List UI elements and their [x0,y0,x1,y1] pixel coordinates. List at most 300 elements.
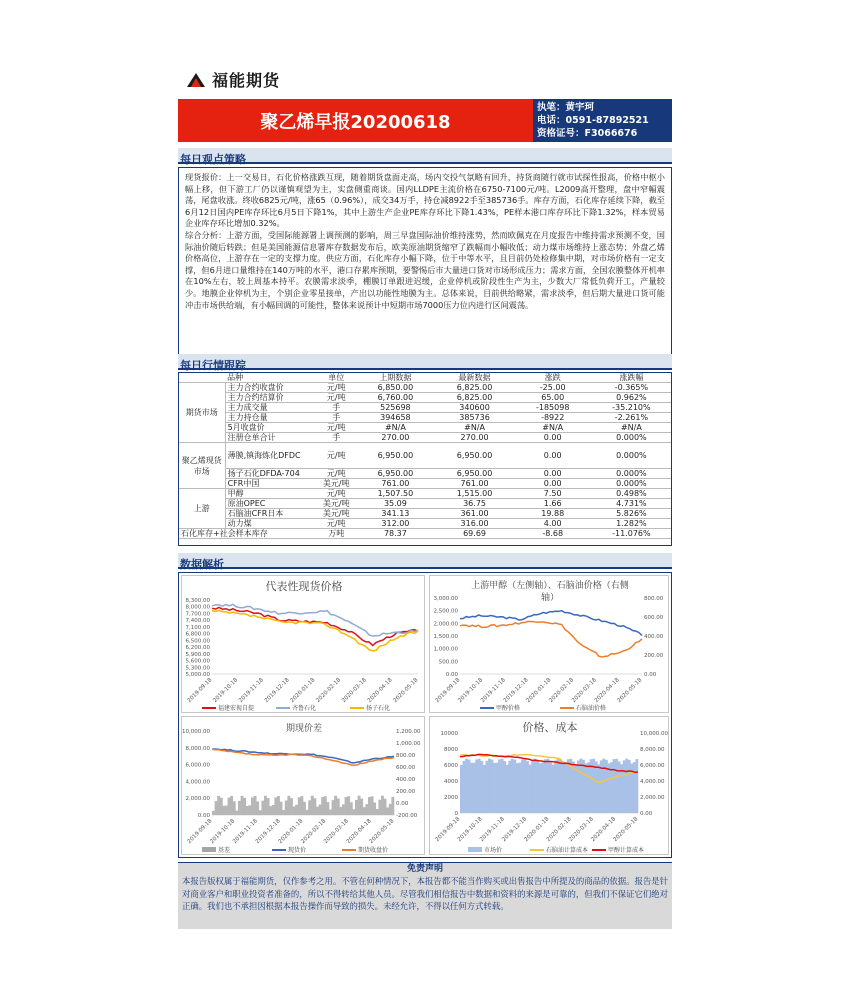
area-bar [212,811,215,815]
chart-basis-svg [182,717,426,856]
group-label-spot: 聚乙烯现货市场 [179,443,225,489]
table-cell: 原油OPEC [225,499,317,509]
table-cell: -185098 [514,403,592,413]
x-tick-label: 2020-01-18 [525,677,553,705]
x-tick-label: 2020-02-18 [545,816,573,844]
market-table [179,373,671,539]
header-cell: 涨跌幅 [592,373,671,383]
area-bar [475,759,478,813]
table-cell: 动力煤 [225,519,317,529]
table-cell: 6,950.00 [355,443,435,469]
area-bar [534,759,537,813]
table-cell: 316.00 [435,519,513,529]
disclaimer [178,862,672,929]
group-label-upstream: 上游 [179,489,225,529]
area-bar [287,796,290,815]
table-row [179,509,671,519]
area-bar [531,761,534,813]
area-bar [311,796,314,815]
y-tick-label-right: 200.00 [396,789,416,795]
table-cell: 主力持仓量 [225,413,317,423]
legend-label: 现货价 [288,847,307,854]
report-title: 聚乙烯早报20200618 [260,111,451,133]
area-bar [355,800,358,815]
y-tick-label-right: 1,000.00 [396,741,421,747]
y-tick-label: 0 [454,811,458,817]
table-cell: 1.282% [592,519,671,529]
y-tick-label: 5,000.00 [185,672,210,678]
area-bar [251,797,254,815]
chart-title: 上游甲醇（左侧轴）、石脑油价格（右侧 [471,581,629,591]
y-tick-label-right: 2,000.00 [640,795,665,801]
table-cell: 341.13 [355,509,435,519]
area-bar [463,761,466,813]
y-tick-label: 2,000.00 [185,796,210,803]
table-row [179,489,671,499]
area-bar [585,763,588,813]
area-bar [478,759,481,813]
area-bar [267,798,270,815]
x-tick-label: 2019-11-18 [238,677,265,705]
area-bar [313,798,316,815]
x-tick-label: 2019-12-18 [502,677,530,705]
table-cell: 270.00 [435,433,513,443]
chart-spot-price [181,575,425,713]
table-cell: 7.50 [514,489,592,499]
y-tick-label: 5,600.00 [185,658,210,665]
area-bar [217,796,220,815]
area-bar [254,796,257,815]
area-bar [324,796,327,815]
title-block [178,99,533,142]
table-cell: 6,950.00 [355,469,435,479]
area-bar [228,798,231,815]
table-row [179,499,671,509]
table-cell: 270.00 [355,433,435,443]
y-tick-label: 8000 [444,747,458,753]
y-tick-label-right: 200.00 [644,653,664,659]
area-bar [536,760,539,813]
table-cell: 761.00 [355,479,435,489]
area-bar [577,760,580,813]
area-bar [285,800,288,815]
area-bar [559,760,562,813]
y-tick-label: 5,300.00 [185,665,210,672]
series-line [460,621,642,657]
area-bar [225,805,228,815]
area-bar [261,801,264,815]
area-bar [526,761,529,813]
area-bar [574,764,577,813]
area-bar [241,796,244,815]
table-cell: 312.00 [355,519,435,529]
x-tick-label: 2019-12-18 [254,818,282,846]
area-bar [280,802,283,815]
analysis-header [178,553,672,569]
table-cell: 0.498% [592,489,671,499]
chart-basis [181,716,425,855]
x-tick-label: 2019-09-18 [434,677,462,705]
area-bar [230,796,233,815]
area-bar [248,805,251,815]
table-cell: 甲醇 [225,489,317,499]
area-bar [625,759,628,813]
y-tick-label: 2,000.00 [433,621,458,628]
table-row [179,403,671,413]
header-cell: 涨跌 [514,373,592,383]
table-cell: 4.00 [514,519,592,529]
chart-title: 价格、成本 [522,721,578,734]
area-bar [316,807,319,815]
chart-title: 轴） [540,593,560,603]
legend-swatch [202,847,216,852]
table-cell: 525698 [355,403,435,413]
x-tick-label: 2020-01-18 [523,816,551,844]
x-tick-label: 2020-02-18 [548,677,576,705]
table-cell: 6,950.00 [435,443,513,469]
author-block [533,99,672,142]
y-tick-label-right: -200.00 [396,813,418,819]
area-bar [347,796,350,815]
strategy-paragraph-analysis: 综合分析：上游方面，受国际能源署上调预测的影响，周三早盘国际油价维持涨势，然而欧佩克在月度报告中维持需求预测不变，国际油价随后转跌；但是美国能源信息署库存数据发布后，欧美原油期货缩窄了跌幅而小幅收低；动力煤市场维持上涨态势；外盘乙烯价格高位，上游存在一定的支撑力度。供应方面，石化库存小幅下降，位于中等水平，且目前仍处检修集中期，对市场价格有一定支撑，但6月进口量维持在140万吨的水平，港口存累库预期，要警惕后市大量进口货对市场形成压力；需求方面，全国农膜整体开机率在10%左右，较上周基本持平。农膜需求淡季，棚膜订单跟进迟缓，企业停机或阶段性生产为主，少数大厂常低负荷开工，产量较少。地膜企业停机为主，个别企业零星接单，产出以功能性地膜为主。总体来说，目前供给略紧，需求淡季，但后期大量进口货可能冲击市场供给端，有小幅回调的可能性，整体来说预计中短期市场7000压力位内进行区间震荡。 [185,229,665,310]
y-tick-label: 2000 [444,795,458,801]
phone: 电话：0591-87892521 [537,115,649,126]
legend-label: 甲醇计算成本 [608,847,645,854]
table-row [179,519,671,529]
legend-label: 基差 [218,847,231,854]
report-banner [178,99,672,142]
x-tick-label: 2019-12-18 [501,816,529,844]
series-line [212,749,394,763]
area-bar [524,759,527,813]
legend-label: 甲醇价格 [496,705,521,712]
area-bar [498,759,501,813]
x-tick-label: 2020-03-18 [568,816,595,844]
area-bar [290,798,293,815]
x-tick-label: 2019-09-18 [186,677,214,705]
y-tick-label: 10000 [440,731,458,737]
x-tick-label: 2020-05-18 [616,677,644,705]
area-bar [238,801,241,815]
table-cell: 元/吨 [317,423,355,433]
x-tick-label: 2019-10-18 [457,677,485,705]
y-tick-label: 3,000.00 [433,596,458,602]
table-cell: 4.731% [592,499,671,509]
area-bar [274,797,277,815]
table-cell: -25.00 [514,383,592,393]
market-header [178,354,672,370]
chart-cost-svg [430,717,670,856]
x-tick-label: 2019-12-18 [263,677,291,705]
area-bar [386,807,389,815]
area-bar [306,810,309,815]
table-cell: #N/A [514,423,592,433]
table-cell: 0.000% [592,469,671,479]
area-bar [557,759,560,813]
area-bar [539,763,542,813]
area-bar [503,761,506,813]
area-bar [264,796,267,815]
y-tick-label: 500.00 [438,659,458,666]
area-bar [329,810,332,815]
area-bar [337,798,340,815]
table-cell: 6,950.00 [435,469,513,479]
table-cell: 扬子石化DFDA-704 [225,469,317,479]
header-cell: 最新数据 [435,373,513,383]
table-cell: 0.00 [514,433,592,443]
strategy-paragraph-spot: 现货报价：上一交易日，石化价格涨跌互现，随着期货盘面走高，场内交投气氛略有回升，持货商随行就市试探性报高，价格中枢小幅上移，但下游工厂仍以谨慎观望为主，实盘侧重商谈。国内LLDPE主流价格在6750-7100元/吨。L2009高开整理，盘中窄幅震荡，尾盘收涨。终收6825元/吨，涨65（0.96%），成交34万手，持仓减8922手至385736手。库存方面，石化库存延续下降，截至6月12日国内PE库存环比6月5日下降1%，其中上游生产企业PE库存环比下降1.43%，PE样本港口库存环比下降1.32%，样本贸易企业库存环比增加0.32%。 [185,172,665,229]
area-bar [371,796,374,815]
y-tick-label: 8,300.00 [185,598,210,604]
area-bar [590,759,593,813]
area-bar [513,760,516,813]
table-cell: -8.68 [514,529,592,539]
table-cell: 6,825.00 [435,383,513,393]
area-bar [282,810,285,815]
legend-label: 齐鲁石化 [292,705,317,712]
area-bar [580,759,583,813]
area-bar [272,805,275,815]
table-cell: 主力合约结算价 [225,393,317,403]
table-cell: 36.75 [435,499,513,509]
area-bar [243,798,246,815]
company-name: 福能期货 [212,71,281,90]
x-tick-label: 2019-10-18 [456,816,484,844]
table-row-inventory [179,529,671,539]
x-tick-label: 2020-05-18 [612,816,640,844]
table-cell: 主力成交量 [225,403,317,413]
y-tick-label: 7,700.00 [185,611,210,618]
table-row [179,413,671,423]
y-tick-label: 6000 [444,763,458,769]
x-tick-label: 2020-04-18 [593,677,621,705]
y-tick-label-right: 600.00 [644,615,664,621]
y-tick-label: 10,000.00 [182,729,210,735]
table-row [179,443,671,469]
disclaimer-title: 免责声明 [406,864,443,874]
table-cell: 0.000% [592,443,671,469]
area-bar [633,762,636,813]
area-bar [233,801,236,815]
area-bar [564,762,567,813]
y-tick-label: 7,400.00 [185,618,210,625]
series-line [212,611,418,651]
table-cell: 元/吨 [317,469,355,479]
area-bar [485,761,488,813]
table-cell: 65.00 [514,393,592,403]
table-cell: 35.09 [355,499,435,509]
area-bar [326,802,329,815]
table-cell: 注册仓单合计 [225,433,317,443]
area-bar [308,800,311,815]
table-cell: -35.210% [592,403,671,413]
table-cell: #N/A [592,423,671,433]
table-row [179,433,671,443]
logo-icon [186,72,206,88]
table-cell: 0.000% [592,479,671,489]
area-bar [334,796,337,815]
x-tick-label: 2020-02-18 [315,677,343,705]
table-cell: 美元/吨 [317,499,355,509]
table-cell: 0.00 [514,469,592,479]
x-tick-label: 2019-11-18 [232,818,259,846]
area-bar [256,801,259,815]
y-tick-label-right: 0.00 [396,801,409,807]
y-tick-label-right: 4,000.00 [640,779,665,785]
area-bar [607,763,610,813]
x-tick-label: 2019-11-18 [479,816,506,844]
author: 执笔：黄宇珂 [537,102,595,113]
area-bar [552,765,555,813]
table-row [179,393,671,403]
header-cell: 上期数据 [355,373,435,383]
table-cell: 0.00 [514,479,592,489]
area-bar [496,763,499,813]
area-bar [613,759,616,813]
analysis-title: 数据解析 [180,558,224,571]
table-cell: 石化库存+社会样本库存 [179,529,317,539]
table-cell: 石脑油CFR日本 [225,509,317,519]
x-tick-label: 2019-09-18 [186,818,214,846]
table-cell: 美元/吨 [317,509,355,519]
strategy-header [178,148,672,164]
area-bar [493,763,496,813]
y-tick-label: 4,000.00 [185,779,210,786]
market-title: 每日行情跟踪 [180,359,246,372]
table-cell: 340600 [435,403,513,413]
area-bar [259,810,262,815]
area-bar [222,806,225,815]
table-cell: -0.365% [592,383,671,393]
area-bar [339,807,342,815]
area-bar [521,759,524,813]
area-bar [470,763,473,813]
area-bar [358,796,361,815]
table-cell: 手 [317,403,355,413]
area-bar [602,759,605,813]
y-tick-label: 6,000.00 [185,762,210,769]
area-bar [293,806,296,815]
table-cell: 1.66 [514,499,592,509]
area-bar [298,797,301,815]
y-tick-label: 2,500.00 [433,608,458,615]
area-bar [300,796,303,815]
legend-swatch [468,847,482,852]
table-cell: #N/A [355,423,435,433]
table-cell: 0.00 [514,443,592,469]
area-bar [567,759,570,813]
table-cell: 元/吨 [317,489,355,499]
area-bar [269,806,272,815]
table-cell: 万吨 [317,529,355,539]
table-cell: 761.00 [435,479,513,489]
area-bar [381,796,384,815]
area-bar [511,759,514,813]
x-tick-label: 2020-05-18 [368,818,396,846]
area-bar [587,762,590,813]
table-cell: CFR中国 [225,479,317,489]
area-bar [345,797,348,815]
charts-panel [178,572,672,858]
header-cell: 单位 [317,373,355,383]
table-cell: 手 [317,433,355,443]
y-tick-label: 7,100.00 [185,624,210,631]
chart-cost [429,716,669,855]
area-bar [342,804,345,815]
area-bar [384,799,387,815]
strategy-text [178,167,672,355]
area-bar [360,799,363,815]
y-tick-label-right: 400.00 [396,777,416,783]
y-tick-label-right: 600.00 [396,765,416,771]
table-cell: 19.88 [514,509,592,519]
table-cell: 5.826% [592,509,671,519]
area-bar [368,797,371,815]
license: 资格证号：F3066676 [537,128,638,139]
area-bar [220,798,223,815]
chart-upstream [429,575,669,713]
area-bar [363,807,366,815]
area-bar [508,761,511,813]
table-cell: 78.37 [355,529,435,539]
table-header-row [179,373,671,383]
area-bar [389,804,392,815]
area-bar [615,759,618,813]
y-tick-label-right: 0.00 [640,811,653,817]
area-bar [350,802,353,815]
table-cell: #N/A [435,423,513,433]
table-cell: -11.076% [592,529,671,539]
y-tick-label-right: 1,200.00 [396,729,421,735]
legend-label: 石脑油计算成本 [546,847,589,854]
table-cell: 手 [317,413,355,423]
area-bar [235,811,238,815]
area-bar [628,760,631,813]
area-bar [483,765,486,813]
x-tick-label: 2019-09-18 [434,816,462,844]
x-tick-label: 2020-04-18 [345,818,373,846]
area-bar [541,762,544,813]
area-bar [618,761,621,813]
area-bar [277,796,280,815]
area-bar [332,800,335,815]
series-line [212,604,418,636]
area-bar [491,760,494,813]
x-tick-label: 2020-03-18 [323,818,350,846]
area-bar [468,759,471,813]
company-logo [186,68,280,91]
area-bar [516,763,519,813]
table-cell: 361.00 [435,509,513,519]
area-bar [549,761,552,813]
area-bar [352,809,355,815]
y-tick-label: 1,000.00 [433,646,458,653]
table-cell: 元/吨 [317,383,355,393]
x-tick-label: 2020-02-18 [300,818,328,846]
market-table-box [178,372,672,546]
table-cell: 元/吨 [317,443,355,469]
area-bar [562,763,565,813]
table-cell: 元/吨 [317,393,355,403]
area-bar [554,761,557,813]
y-tick-label: 4000 [444,779,458,785]
table-cell: 主力合约收盘价 [225,383,317,393]
table-cell: 美元/吨 [317,479,355,489]
x-tick-label: 2019-10-18 [209,818,237,846]
area-bar [635,759,638,813]
area-bar [488,759,491,813]
y-tick-label-right: 800.00 [644,596,664,602]
